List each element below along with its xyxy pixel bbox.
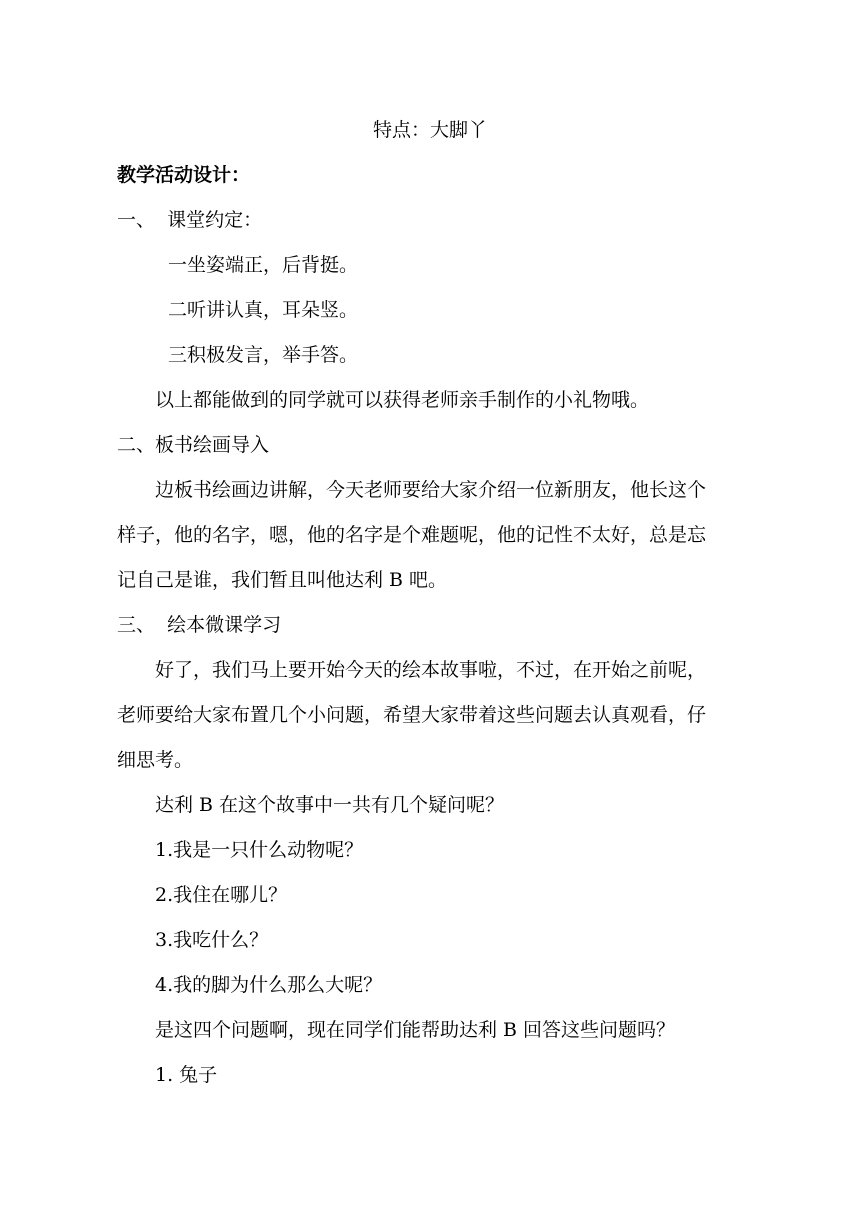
rule-item: 三积极发言，举手答。 bbox=[168, 344, 359, 366]
question-item: 3.我吃什么？ bbox=[155, 929, 269, 951]
rules-note: 以上都能做到的同学就可以获得老师亲手制作的小礼物哦。 bbox=[155, 389, 650, 411]
rule-item: 一坐姿端正，后背挺。 bbox=[168, 254, 359, 276]
section-2-heading: 二、板书绘画导入 bbox=[117, 434, 270, 456]
section-title: 教学活动设计： bbox=[117, 164, 251, 186]
section-1-heading: 一、 课堂约定： bbox=[117, 209, 263, 231]
section-3-heading: 三、 绘本微课学习 bbox=[117, 614, 282, 636]
paragraph-line: 记自己是谁，我们暂且叫他达利 B 吧。 bbox=[117, 569, 448, 591]
paragraph-line: 老师要给大家布置几个小问题，希望大家带着这些问题去认真观看，仔 bbox=[117, 704, 707, 726]
answer-item: 1. 兔子 bbox=[155, 1064, 218, 1086]
rule-item: 二听讲认真，耳朵竖。 bbox=[168, 299, 359, 321]
paragraph-line: 边板书绘画边讲解，今天老师要给大家介绍一位新朋友，他长这个 bbox=[155, 479, 707, 501]
paragraph-line: 细思考。 bbox=[117, 749, 194, 771]
paragraph-line: 好了，我们马上要开始今天的绘本故事啦，不过，在开始之前呢， bbox=[155, 659, 707, 681]
answer-prompt: 是这四个问题啊，现在同学们能帮助达利 B 回答这些问题吗？ bbox=[155, 1019, 676, 1041]
paragraph-line: 样子，他的名字，嗯，他的名字是个难题呢，他的记性不太好，总是忘 bbox=[117, 524, 707, 546]
subtitle: 特点：大脚丫 bbox=[372, 119, 487, 141]
question-intro: 达利 B 在这个故事中一共有几个疑问呢？ bbox=[155, 794, 505, 816]
question-item: 2.我住在哪儿？ bbox=[155, 884, 288, 906]
question-item: 1.我是一只什么动物呢？ bbox=[155, 839, 364, 861]
question-item: 4.我的脚为什么那么大呢？ bbox=[155, 974, 383, 996]
